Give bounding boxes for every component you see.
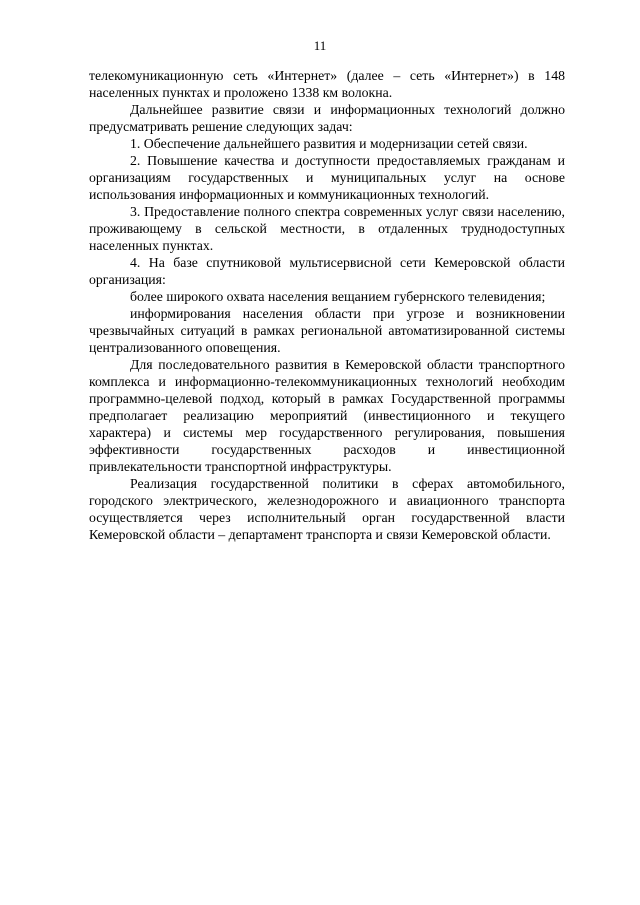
paragraph-task-4: 4. На базе спутниковой мультисервисной сети Кемеровской области организация: bbox=[89, 255, 565, 287]
paragraph-task-2: 2. Повышение качества и доступности предоставляемых гражданам и организациям государственных и муниципальных услуг на основе использования информационных и коммуникационных технологий. bbox=[89, 153, 565, 202]
paragraph-task-4-item-alerts: информирования населения области при угрозе и возникновении чрезвычайных ситуаций в рамках региональной автоматизированной системы централизованного оповещения. bbox=[89, 306, 565, 355]
paragraph-program-approach: Для последовательного развития в Кемеровской области транспортного комплекса и информационно-телекоммуникационных технологий необходим программно-целевой подход, который в рамках Государственной программы предполагает реализацию мероприятий (инвестиционного и текущего характера) и системы мер государственного регулирования, повышения эффективности государственных расходов и инвестиционной привлекательности транспортной инфраструктуры. bbox=[89, 357, 565, 474]
paragraph-task-3: 3. Предоставление полного спектра современных услуг связи населению, проживающему в сельской местности, в отдаленных труднодоступных населенных пунктах. bbox=[89, 204, 565, 253]
paragraph-task-4-item-tv: более широкого охвата населения вещанием губернского телевидения; bbox=[130, 289, 546, 304]
paragraph-internet-continuation: телекомуникационную сеть «Интернет» (далее – сеть «Интернет») в 148 населенных пунктах и проложено 1338 км волокна. bbox=[89, 68, 565, 100]
document-body bbox=[89, 67, 565, 543]
paragraph-transport-policy: Реализация государственной политики в сферах автомобильного, городского электрического, железнодорожного и авиационного транспорта осуществляется через исполнительный орган государственной власти Кемеровской области – департамент транспорта и связи Кемеровской области. bbox=[89, 476, 565, 542]
paragraph-task-1: 1. Обеспечение дальнейшего развития и модернизации сетей связи. bbox=[130, 136, 528, 151]
paragraph-development-tasks-intro: Дальнейшее развитие связи и информационных технологий должно предусматривать решение следующих задач: bbox=[89, 102, 565, 134]
page-number: 11 bbox=[313, 38, 327, 53]
